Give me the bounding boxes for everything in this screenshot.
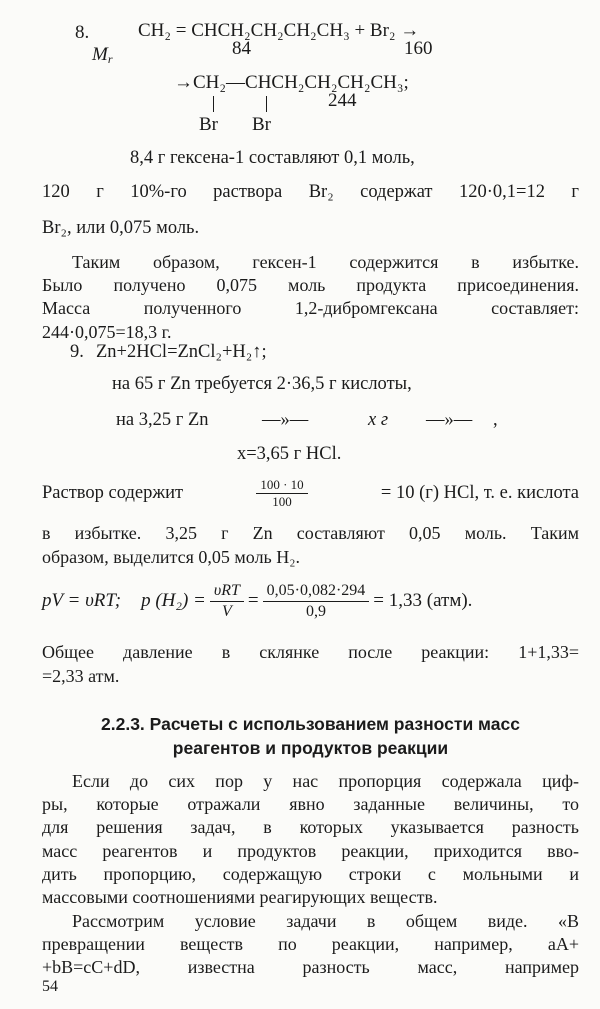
section-heading-line-2: реагентов и продуктов реакции: [172, 738, 449, 758]
solution-mass-fraction: [256, 477, 307, 510]
problem-9-number: 9.: [70, 342, 84, 362]
solution-mass-line: [42, 477, 579, 510]
volume-denominator: V: [222, 602, 232, 620]
paragraph-line: образом, выделится 0,05 моль H₂.: [42, 547, 301, 567]
paragraph-line: =2,33 атм.: [42, 666, 120, 686]
conclusion-paragraph: [42, 251, 579, 344]
unknown-x-mass: x г: [368, 410, 389, 430]
solution-mass-suffix: = 10 (г) HCl, т. е. кислота: [380, 483, 579, 503]
paragraph-line: Если до сих пор у нас пропорция содержала циф-: [72, 771, 579, 791]
ideal-gas-fraction: [210, 581, 244, 622]
section-paragraph-2: [42, 910, 579, 980]
total-pressure-paragraph: [42, 640, 579, 688]
molar-mass-product: 244: [328, 90, 357, 111]
paragraph-line: Таким образом, гексен-1 содержится в избытке.: [72, 252, 579, 272]
paragraph-line: превращении веществ по реакции, например, aA+: [42, 934, 579, 955]
section-paragraph-1: [42, 770, 579, 909]
paragraph-line: Общее давление в склянке после реакции: 1+1,33=: [42, 642, 579, 662]
paragraph-line: Было получено 0,075 моль продукта присоединения.: [42, 275, 579, 296]
proportion-line-1: на 65 г Zn требуется 2·36,5 г кислоты,: [112, 374, 412, 394]
fraction-denominator: 0,9: [263, 601, 370, 622]
bromine-moles-line: Br₂, или 0,075 моль.: [42, 218, 200, 238]
hexene-moles-line: 8,4 г гексена-1 составляют 0,1 моль,: [130, 148, 415, 168]
reaction-equation-line2: →CH₂—CHCH₂CH₂CH₂CH₃;: [174, 72, 409, 93]
proportion-unknown: [368, 410, 388, 431]
excess-paragraph: [42, 521, 579, 569]
paragraph-line: +bB=cC+dD, известна разность масс, например: [42, 957, 579, 978]
vrt-numerator: υRT: [213, 581, 240, 599]
paragraph-line: массовыми соотношениями реагирующих веществ.: [42, 887, 438, 908]
paragraph-line: 244·0,075=18,3 г.: [42, 321, 172, 342]
solution-mass-prefix: Раствор содержит: [42, 483, 184, 503]
numeric-fraction: [263, 581, 370, 622]
proportion-ditto-2: —»—: [426, 410, 473, 430]
paragraph-line: для решения задач, в которых указывается разность: [42, 817, 579, 838]
paragraph-line: в избытке. 3,25 г Zn составляют 0,05 моль. Таким: [42, 523, 579, 543]
section-heading: [42, 712, 579, 760]
paragraph-line: масс реагентов и продуктов реакции, приходится вво-: [42, 840, 579, 861]
molar-mass-subscript: r: [107, 52, 113, 66]
zinc-reaction-equation: Zn+2HCl=ZnCl₂+H₂↑;: [96, 342, 267, 362]
reaction-equation-line1: CH₂ = CHCH₂CH₂CH₂CH₃ + Br₂ →: [138, 20, 420, 41]
paragraph-line: Рассмотрим условие задачи в общем виде. «В: [72, 911, 579, 931]
partial-pressure-label: p (H₂) =: [141, 590, 206, 611]
molar-mass-label: [92, 44, 113, 66]
fraction-denominator: [210, 601, 244, 622]
proportion-comma: ,: [493, 410, 498, 430]
pressure-formula: [42, 576, 472, 626]
proportion-line-2-start: на 3,25 г Zn: [116, 410, 209, 430]
fraction-numerator: [210, 581, 244, 601]
fraction-numerator: 100 · 10: [260, 477, 304, 492]
paragraph-line: ры, которые отражали явно заданные величины, то: [42, 794, 579, 815]
bromine-substituent-right: Br: [252, 114, 271, 135]
fraction-numerator: 0,05·0,082·294: [266, 581, 366, 599]
paragraph-line: Масса полученного 1,2-дибромгексана составляет:: [42, 298, 579, 319]
molar-mass-bromine: 160: [404, 38, 433, 59]
bromine-solution-line: 120 г 10%-го раствора Br₂ содержат 120·0,1=12 г: [42, 182, 579, 202]
section-heading-line-1: 2.2.3. Расчеты с использованием разности масс: [101, 714, 520, 734]
proportion-ditto-1: —»—: [262, 410, 309, 430]
problem-8-number: 8.: [75, 22, 90, 43]
paragraph-line: дить пропорцию, содержащую строки с мольными и: [42, 863, 579, 884]
unknown-result: x=3,65 г HCl.: [237, 444, 342, 464]
bond-line-right: [266, 96, 267, 112]
bond-line-left: [213, 96, 214, 112]
pressure-result: = 1,33 (атм).: [373, 590, 473, 611]
bromine-substituent-left: Br: [199, 114, 218, 135]
molar-mass-hexene: 84: [232, 38, 251, 59]
page-number: 54: [42, 978, 58, 995]
equals-sign: =: [247, 590, 259, 611]
ideal-gas-law: pV = υRT;: [42, 590, 122, 611]
molar-mass-symbol: M: [92, 44, 108, 65]
fraction-denominator: 100: [256, 493, 307, 510]
